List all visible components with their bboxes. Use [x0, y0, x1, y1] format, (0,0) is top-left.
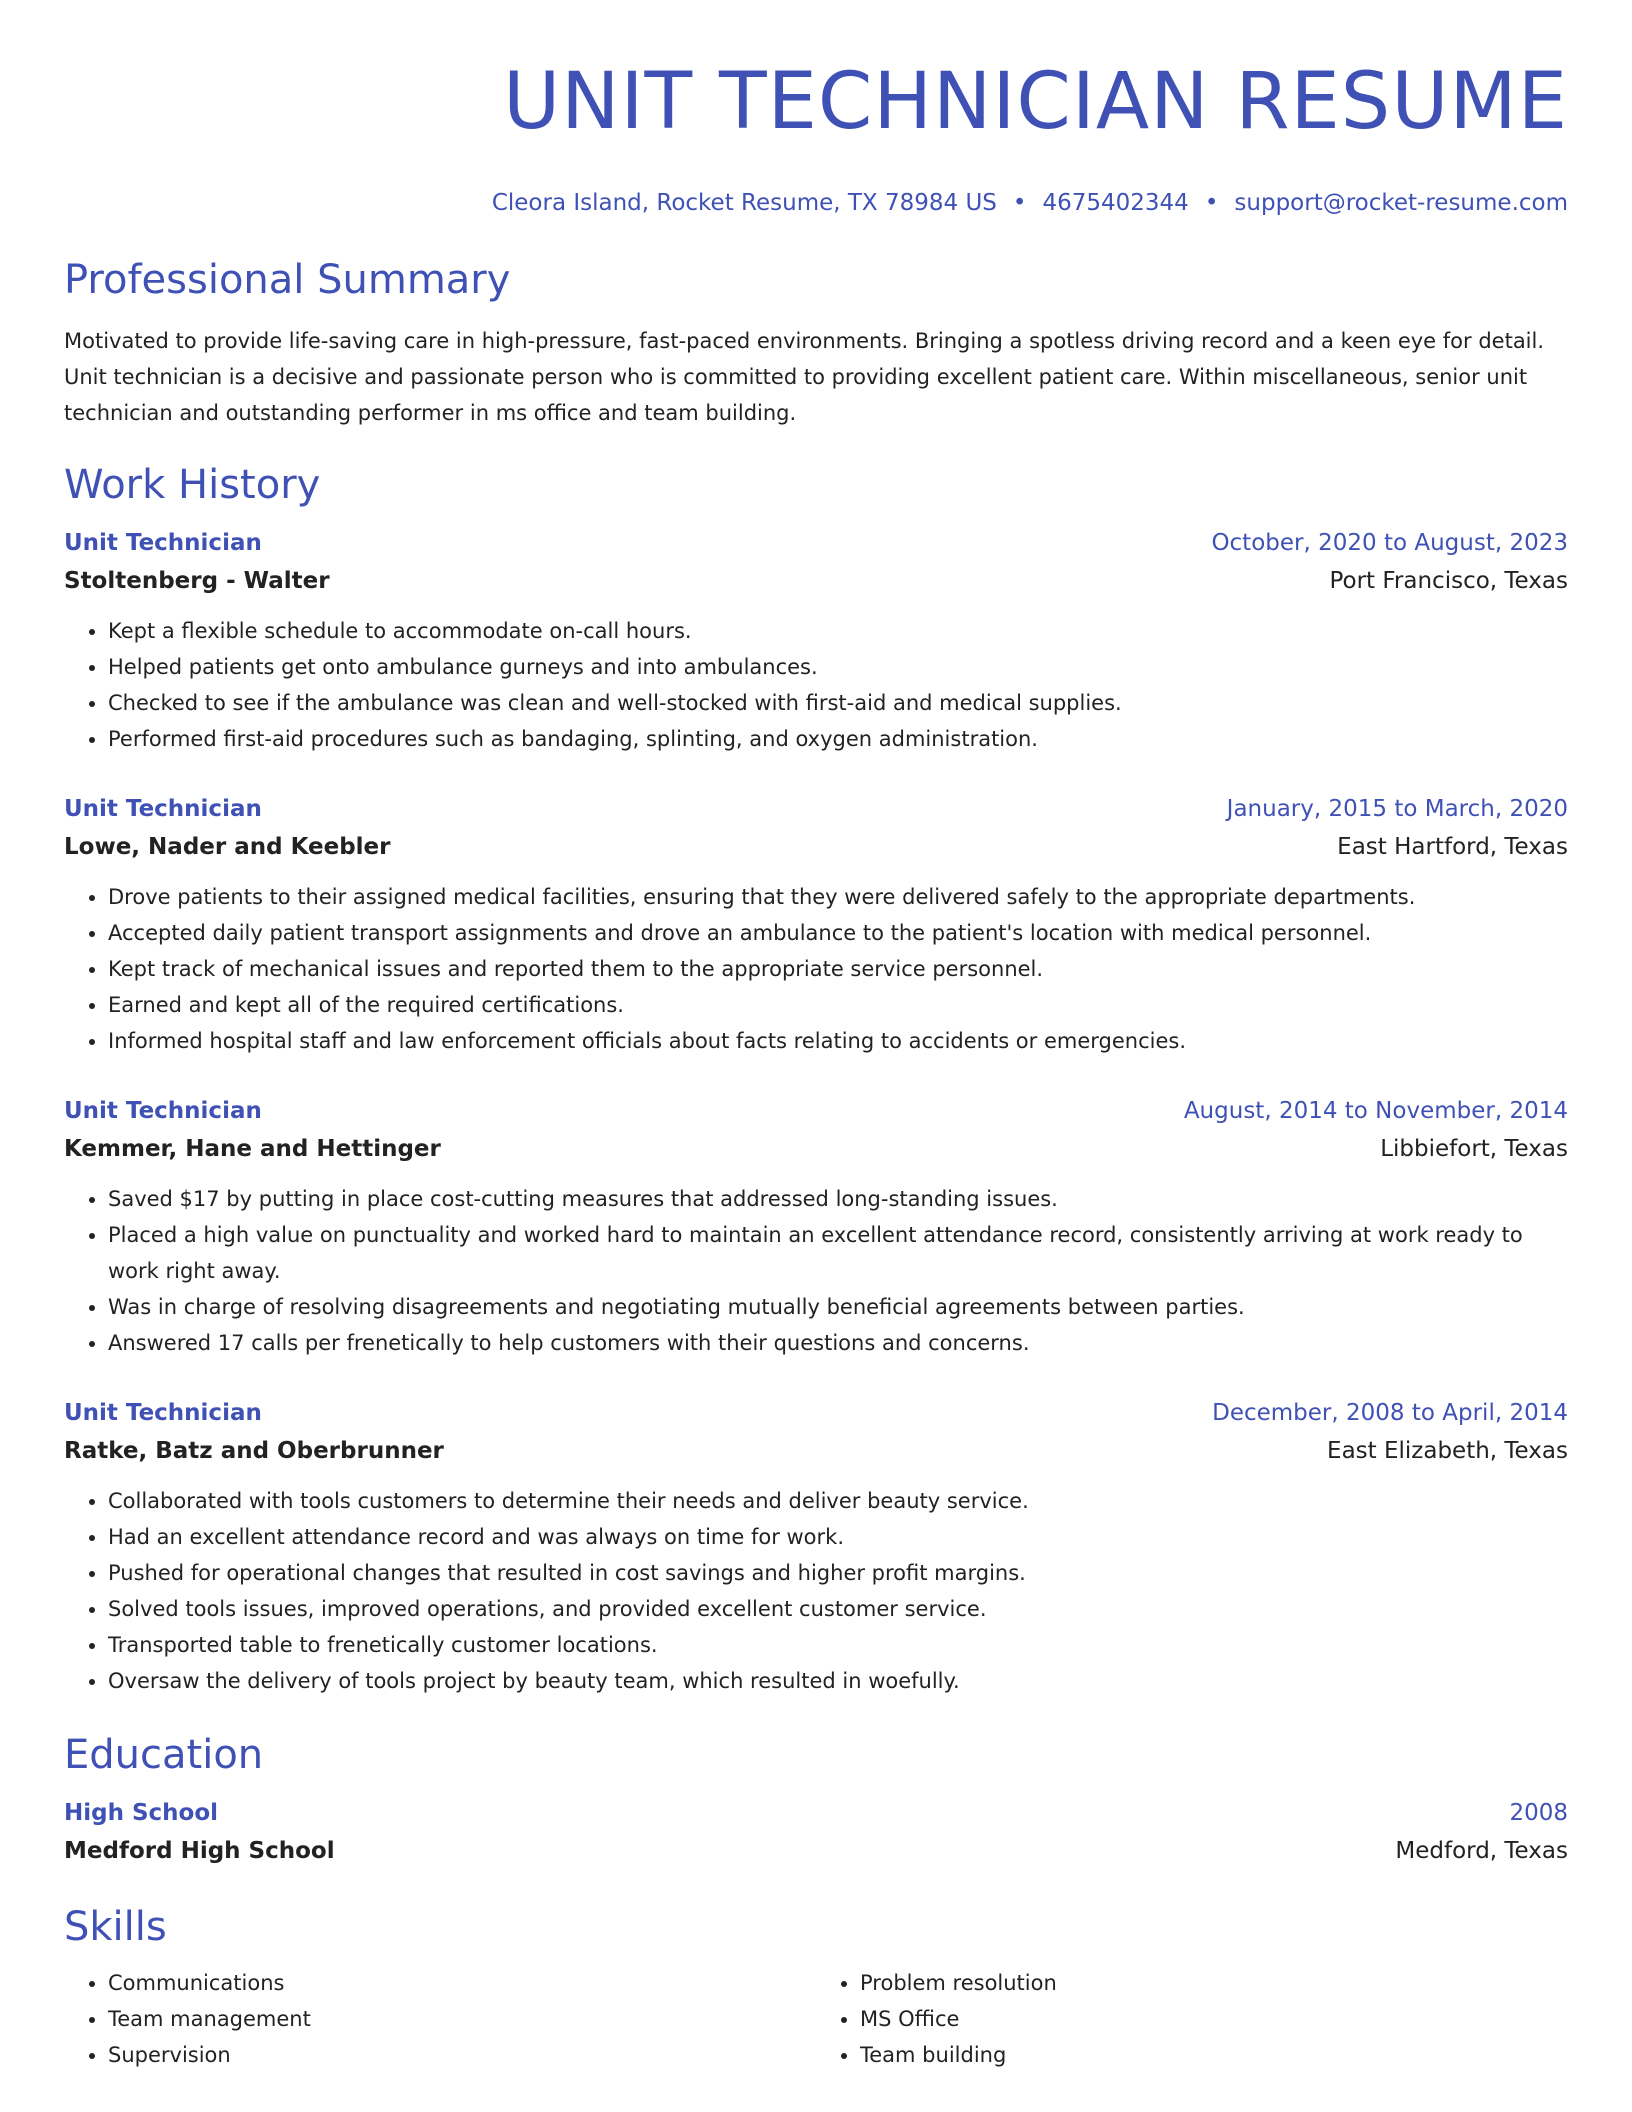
- education-degree: High School: [64, 1800, 219, 1826]
- work-entry: [64, 1093, 1568, 1361]
- job-dates: January, 2015 to March, 2020: [1226, 796, 1568, 822]
- work-entry: [64, 1395, 1568, 1699]
- resume-title: UNIT TECHNICIAN RESUME: [503, 57, 1568, 147]
- contact-phone: 4675402344: [1042, 190, 1189, 216]
- skills-list: [64, 1965, 1568, 2073]
- contact-email[interactable]: support@rocket-resume.com: [1234, 190, 1568, 216]
- job-location: East Hartford, Texas: [1337, 834, 1568, 860]
- list-item: • Helped patients get onto ambulance gurneys and into ambulances.: [108, 649, 1568, 685]
- work-history-list: [64, 525, 1568, 1699]
- job-company: Ratke, Batz and Oberbrunner: [64, 1438, 444, 1464]
- list-item: • Placed a high value on punctuality and worked hard to maintain an excellent attendance record, consistently arriving at work ready to work right away.: [108, 1217, 1568, 1289]
- contact-address: Cleora Island, Rocket Resume, TX 78984 US: [491, 190, 997, 216]
- job-title: Unit Technician: [64, 796, 262, 822]
- contact-separator: •: [1204, 190, 1219, 216]
- list-item: • Had an excellent attendance record and was always on time for work.: [108, 1519, 1568, 1555]
- education-year: 2008: [1509, 1800, 1568, 1826]
- list-item: • Earned and kept all of the required certifications.: [108, 987, 1568, 1023]
- skill-item: • Problem resolution: [860, 1965, 1568, 2001]
- job-bullets: [64, 1181, 1568, 1361]
- list-item: • Answered 17 calls per frenetically to help customers with their questions and concerns.: [108, 1325, 1568, 1361]
- work-entry: [64, 525, 1568, 757]
- job-bullets: [64, 613, 1568, 757]
- contact-line: [64, 188, 1568, 218]
- job-location: Port Francisco, Texas: [1329, 568, 1568, 594]
- list-item: • Collaborated with tools customers to determine their needs and deliver beauty service.: [108, 1483, 1568, 1519]
- list-item: • Was in charge of resolving disagreements and negotiating mutually beneficial agreements between parties.: [108, 1289, 1568, 1325]
- list-item: • Drove patients to their assigned medical facilities, ensuring that they were delivered safely to the appropriate departments.: [108, 879, 1568, 915]
- resume-header: [64, 52, 1568, 218]
- list-item: • Transported table to frenetically customer locations.: [108, 1627, 1568, 1663]
- skill-item: • Team building: [860, 2037, 1568, 2073]
- list-item: • Informed hospital staff and law enforcement officials about facts relating to accidents or emergencies.: [108, 1023, 1568, 1059]
- list-item: • Oversaw the delivery of tools project by beauty team, which resulted in woefully.: [108, 1663, 1568, 1699]
- education-entry: [64, 1795, 1568, 1871]
- job-bullets: [64, 1483, 1568, 1699]
- job-bullets: [64, 879, 1568, 1059]
- job-dates: October, 2020 to August, 2023: [1211, 530, 1568, 556]
- list-item: • Kept a flexible schedule to accommodate on-call hours.: [108, 613, 1568, 649]
- education-heading: Education: [64, 1732, 264, 1778]
- skills-heading: Skills: [64, 1904, 167, 1950]
- contact-separator: •: [1012, 190, 1027, 216]
- summary-heading: Professional Summary: [64, 257, 511, 303]
- job-location: East Elizabeth, Texas: [1327, 1438, 1568, 1464]
- job-dates: December, 2008 to April, 2014: [1212, 1400, 1568, 1426]
- skills-column-left: [64, 1965, 816, 2073]
- list-item: • Pushed for operational changes that resulted in cost savings and higher profit margins.: [108, 1555, 1568, 1591]
- skill-item: • Team management: [108, 2001, 816, 2037]
- work-entry: [64, 791, 1568, 1059]
- skills-column-right: [816, 1965, 1568, 2073]
- list-item: • Saved $17 by putting in place cost-cutting measures that addressed long-standing issues.: [108, 1181, 1568, 1217]
- skill-item: • MS Office: [860, 2001, 1568, 2037]
- skill-item: • Communications: [108, 1965, 816, 2001]
- skill-item: • Supervision: [108, 2037, 816, 2073]
- list-item: • Accepted daily patient transport assignments and drove an ambulance to the patient's location with medical personnel.: [108, 915, 1568, 951]
- list-item: • Checked to see if the ambulance was clean and well-stocked with first-aid and medical supplies.: [108, 685, 1568, 721]
- list-item: • Performed first-aid procedures such as bandaging, splinting, and oxygen administration.: [108, 721, 1568, 757]
- job-location: Libbiefort, Texas: [1380, 1136, 1568, 1162]
- job-company: Stoltenberg - Walter: [64, 568, 330, 594]
- job-title: Unit Technician: [64, 1400, 262, 1426]
- list-item: • Kept track of mechanical issues and reported them to the appropriate service personnel.: [108, 951, 1568, 987]
- job-company: Kemmer, Hane and Hettinger: [64, 1136, 441, 1162]
- work-history-heading: Work History: [64, 462, 321, 508]
- list-item: • Solved tools issues, improved operations, and provided excellent customer service.: [108, 1591, 1568, 1627]
- education-location: Medford, Texas: [1395, 1838, 1568, 1864]
- job-title: Unit Technician: [64, 530, 262, 556]
- job-dates: August, 2014 to November, 2014: [1183, 1098, 1568, 1124]
- job-title: Unit Technician: [64, 1098, 262, 1124]
- education-school: Medford High School: [64, 1838, 335, 1864]
- job-company: Lowe, Nader and Keebler: [64, 834, 391, 860]
- summary-text: Motivated to provide life-saving care in high-pressure, fast-paced environments. Bringing a spotless driving record and a keen eye for detail. Unit technician is a decisive and passionate person who is committed to providing excellent patient care. Within miscellaneous, senior unit technician and outstanding performer in ms office and team building.: [64, 329, 1545, 425]
